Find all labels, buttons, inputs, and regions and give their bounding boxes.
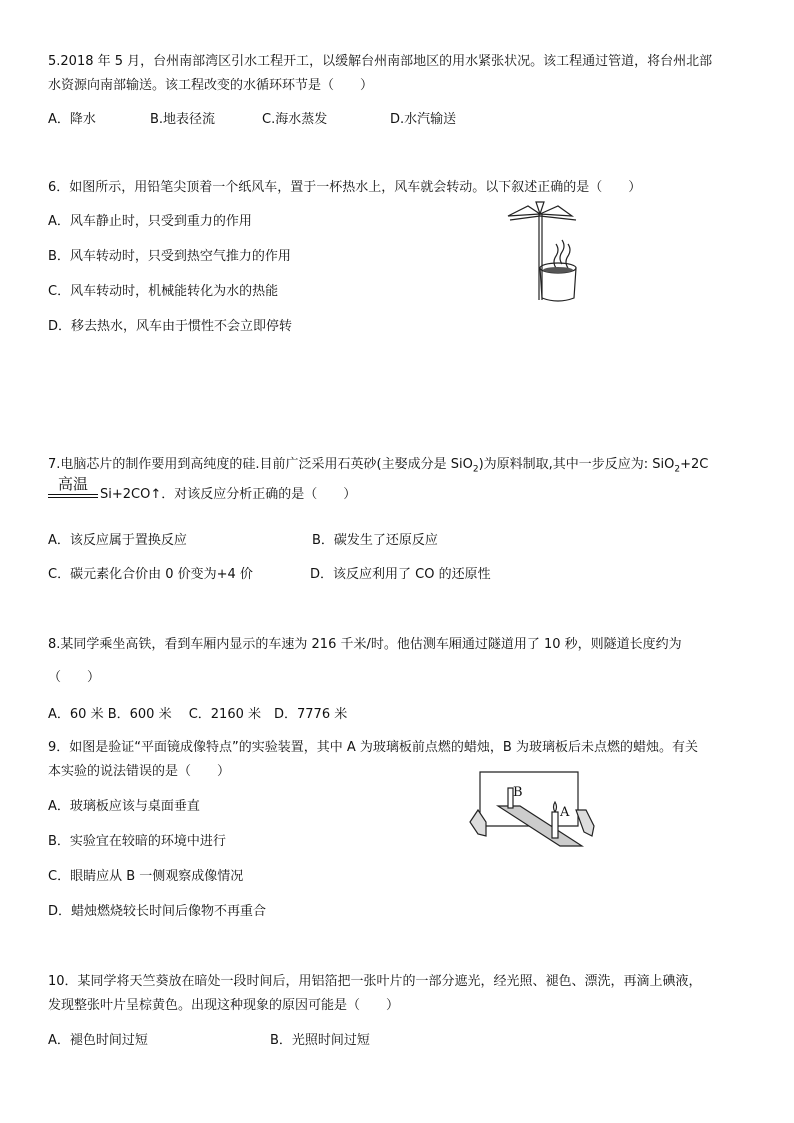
q5-option-d: D.水汽输送 (390, 112, 457, 127)
q9-option-d: D．蜡烛燃烧较长时间后像物不再重合 (48, 904, 267, 919)
q9-stem-line2: 本实验的说法错误的是（ ） (48, 764, 231, 779)
q8-stem-line2: （ ） (48, 670, 101, 685)
q10-stem-line2: 发现整张叶片呈棕黄色。出现这种现象的原因可能是（ ） (48, 998, 400, 1013)
q9-stem-line1: 9．如图是验证“平面镜成像特点”的实验装置，其中 A 为玻璃板前点燃的蜡烛，B 为玻璃板后未点燃的蜡烛。有关 (48, 740, 698, 755)
q7-stem-part3: +2C (680, 457, 709, 472)
mirror-experiment-figure (466, 766, 596, 856)
q7-stem-line2: Si+2CO↑．对该反应分析正确的是（ ） (100, 487, 357, 502)
q7-option-a: A．该反应属于置换反应 (48, 533, 187, 548)
q5-option-a: A．降水 (48, 112, 96, 127)
q9-option-c: C．眼睛应从 B 一侧观察成像情况 (48, 869, 244, 884)
q10-stem-line1: 10．某同学将天竺葵放在暗处一段时间后，用铝箔把一张叶片的一部分遮光，经光照、褪色、漂洗，再滴上碘液， (48, 974, 702, 989)
q7-option-c: C．碳元素化合价由 0 价变为+4 价 (48, 567, 253, 582)
q7-option-b: B．碳发生了还原反应 (312, 533, 438, 548)
q6-option-d: D．移去热水，风车由于惯性不会立即停转 (48, 319, 293, 334)
reaction-condition: 高温 (58, 475, 89, 493)
reaction-equals-line-2 (48, 497, 98, 498)
q7-stem-line1 (48, 455, 708, 480)
q9-option-b: B．实验宜在较暗的环境中进行 (48, 834, 226, 849)
q7-sub1: 2 (472, 464, 479, 475)
candle-a-label: A (560, 805, 570, 820)
q6-option-c: C．风车转动时，机械能转化为水的热能 (48, 284, 279, 299)
q6-stem: 6．如图所示，用铅笔尖顶着一个纸风车，置于一杯热水上，风车就会转动。以下叙述正确的是（ ） (48, 180, 642, 195)
q5-stem-line1: 5.2018 年 5 月，台州南部湾区引水工程开工，以缓解台州南部地区的用水紧张状况。该工程通过管道，将台州北部 (48, 54, 713, 69)
q10-option-a: A．褪色时间过短 (48, 1033, 148, 1048)
q5-option-c: C.海水蒸发 (262, 112, 328, 127)
q6-option-a: A．风车静止时，只受到重力的作用 (48, 214, 252, 229)
q5-option-b: B.地表径流 (150, 112, 216, 127)
q7-sub2: 2 (674, 464, 681, 475)
q6-option-b: B．风车转动时，只受到热空气推力的作用 (48, 249, 291, 264)
q7-option-d: D．该反应利用了 CO 的还原性 (310, 567, 491, 582)
candle-b-label: B (513, 785, 523, 800)
pinwheel-figure (500, 200, 585, 308)
q5-stem-line2: 水资源向南部输送。该工程改变的水循环环节是（ ） (48, 78, 374, 93)
reaction-equals-line (48, 494, 98, 495)
q7-stem-part2: )为原料制取,其中一步反应为: SiO (478, 457, 675, 472)
q8-stem-line1: 8.某同学乘坐高铁，看到车厢内显示的车速为 216 千米/时。他估测车厢通过隧道用了 10 秒，则隧道长度约为 (48, 637, 682, 652)
q8-options: A．60 米 B．600 米 C．2160 米 D．7776 米 (48, 707, 348, 722)
q10-option-b: B．光照时间过短 (270, 1033, 370, 1048)
q7-stem-part1: 7.电脑芯片的制作要用到高纯度的硅.目前广泛采用石英砂(主娶成分是 SiO (48, 457, 473, 472)
q9-option-a: A．玻璃板应该与桌面垂直 (48, 799, 200, 814)
